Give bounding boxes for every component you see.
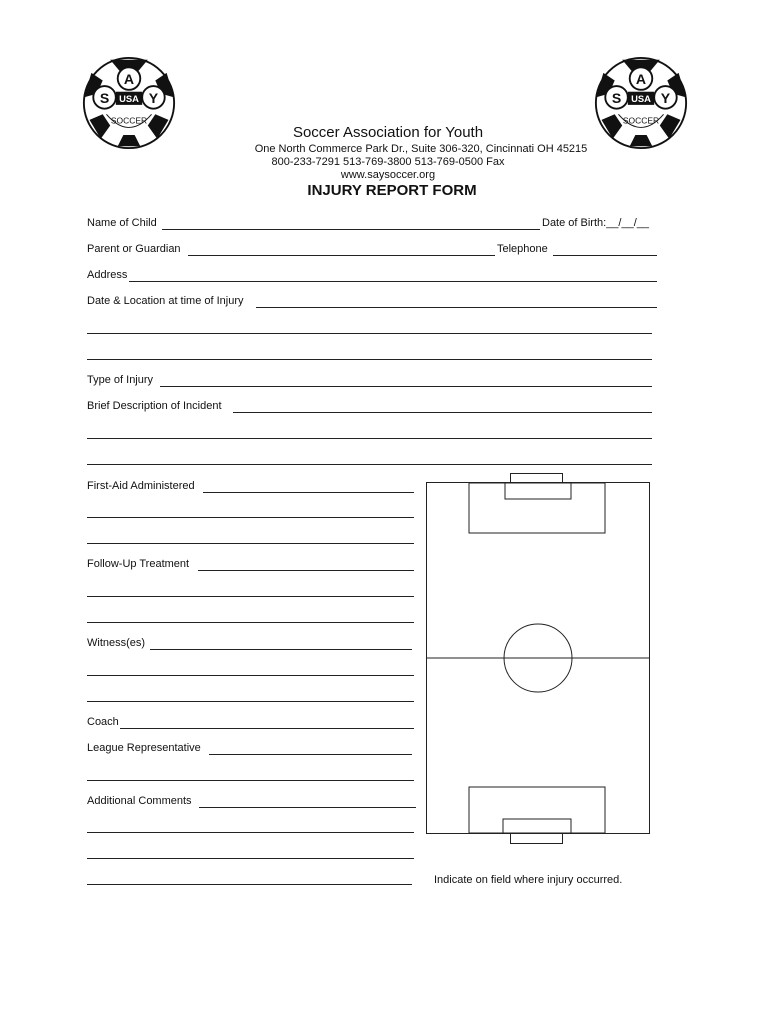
- form-title: INJURY REPORT FORM: [307, 182, 477, 199]
- organization-name: Soccer Association for Youth: [292, 124, 484, 141]
- brief-description-label: Brief Description of Incident: [87, 400, 222, 412]
- additional-comments-label: Additional Comments: [87, 795, 192, 807]
- first-aid-line-2[interactable]: [87, 517, 414, 518]
- svg-text:USA: USA: [631, 93, 651, 105]
- telephone-line[interactable]: [553, 255, 657, 256]
- telephone-label: Telephone: [497, 243, 548, 255]
- follow-up-line-2[interactable]: [87, 596, 414, 597]
- type-of-injury-label: Type of Injury: [87, 374, 154, 386]
- address-line[interactable]: [129, 281, 657, 282]
- address-label: Address: [87, 269, 128, 281]
- coach-line[interactable]: [120, 728, 414, 729]
- brief-description-line[interactable]: [233, 412, 652, 413]
- first-aid-line-3[interactable]: [87, 543, 414, 544]
- soccer-field-lines: [427, 483, 649, 833]
- league-rep-label: League Representative: [87, 742, 201, 754]
- coach-label: Coach: [87, 716, 119, 728]
- soccer-field-diagram[interactable]: [426, 482, 650, 834]
- organization-address: One North Commerce Park Dr., Suite 306-320, Cincinnati OH 45215: [254, 143, 588, 155]
- svg-text:SOCCER: SOCCER: [622, 115, 660, 126]
- additional-comments-line-3[interactable]: [87, 858, 414, 859]
- diagram-caption: Indicate on field where injury occurred.: [434, 874, 623, 886]
- league-rep-line[interactable]: [209, 754, 412, 755]
- date-of-birth-label[interactable]: Date of Birth:__/__/__: [542, 217, 650, 229]
- parent-guardian-label: Parent or Guardian: [87, 243, 181, 255]
- additional-comments-line-4[interactable]: [87, 884, 412, 885]
- follow-up-line-3[interactable]: [87, 622, 414, 623]
- name-of-child-line[interactable]: [162, 229, 540, 230]
- witnesses-line-2[interactable]: [87, 675, 414, 676]
- organization-website: www.saysoccer.org: [340, 169, 436, 181]
- witnesses-line[interactable]: [150, 649, 412, 650]
- organization-phones: 800-233-7291 513-769-3800 513-769-0500 Fax: [271, 156, 505, 168]
- brief-description-line-2[interactable]: [87, 438, 652, 439]
- first-aid-line[interactable]: [203, 492, 414, 493]
- type-of-injury-line[interactable]: [160, 386, 652, 387]
- witnesses-label: Witness(es): [87, 637, 146, 649]
- svg-text:Y: Y: [660, 90, 671, 106]
- name-of-child-label: Name of Child: [87, 217, 157, 229]
- svg-text:SOCCER: SOCCER: [110, 115, 148, 126]
- date-location-line-3[interactable]: [87, 359, 652, 360]
- bottom-goal: [510, 833, 564, 845]
- parent-guardian-line[interactable]: [188, 255, 495, 256]
- additional-comments-line-2[interactable]: [87, 832, 414, 833]
- additional-comments-line[interactable]: [199, 807, 416, 808]
- follow-up-label: Follow-Up Treatment: [87, 558, 190, 570]
- svg-text:Y: Y: [148, 90, 159, 106]
- first-aid-label: First-Aid Administered: [87, 480, 195, 492]
- date-location-line[interactable]: [256, 307, 657, 308]
- brief-description-line-3[interactable]: [87, 464, 652, 465]
- witnesses-line-3[interactable]: [87, 701, 414, 702]
- svg-text:A: A: [635, 71, 647, 88]
- date-location-line-2[interactable]: [87, 333, 652, 334]
- svg-text:USA: USA: [119, 93, 139, 105]
- league-rep-line-2[interactable]: [87, 780, 414, 781]
- date-location-label: Date & Location at time of Injury: [87, 295, 244, 307]
- follow-up-line[interactable]: [198, 570, 414, 571]
- svg-text:S: S: [99, 90, 110, 106]
- svg-text:A: A: [123, 71, 135, 88]
- svg-text:S: S: [611, 90, 622, 106]
- top-goal: [510, 473, 564, 483]
